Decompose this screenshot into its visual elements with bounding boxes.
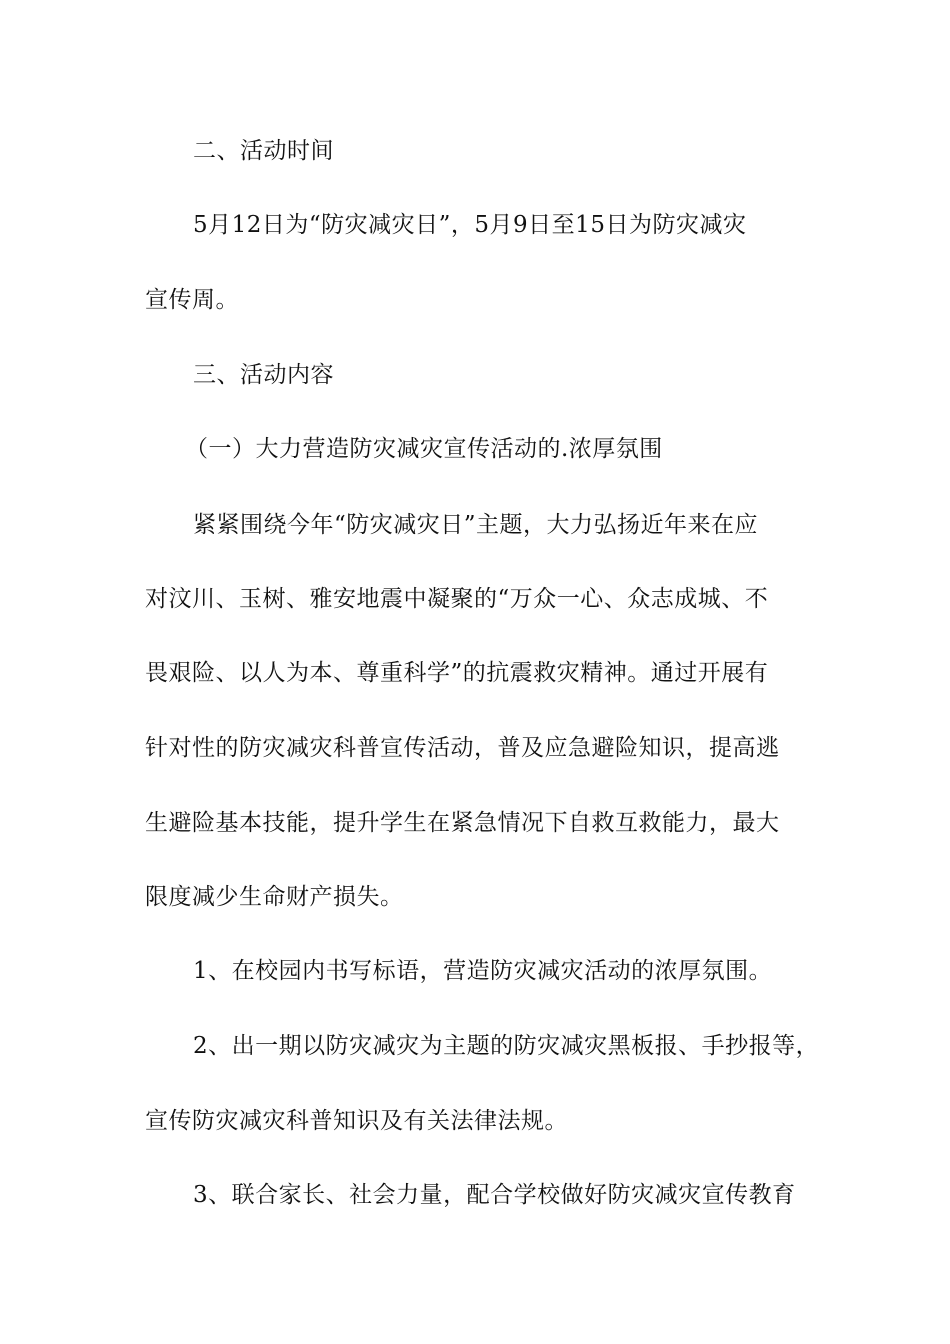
paragraph-line: 生避险基本技能，提升学生在紧急情况下自救互救能力，最大 xyxy=(145,810,780,836)
paragraph-line: 宣传防灾减灾科普知识及有关法律法规。 xyxy=(145,1108,568,1134)
subsection-heading: （一）大力营造防灾减灾宣传活动的.浓厚氛围 xyxy=(185,436,663,462)
list-item: 1、在校园内书写标语，营造防灾减灾活动的浓厚氛围。 xyxy=(193,958,773,984)
list-item: 2、出一期以防灾减灾为主题的防灾减灾黑板报、手抄报等， xyxy=(193,1033,820,1059)
section-heading-activity-content: 三、活动内容 xyxy=(193,362,334,388)
section-heading-activity-time: 二、活动时间 xyxy=(193,138,334,164)
paragraph-line: 限度减少生命财产损失。 xyxy=(145,884,404,910)
paragraph-line: 紧紧围绕今年“防灾减灾日”主题，大力弘扬近年来在应 xyxy=(193,512,759,538)
paragraph-line: 宣传周。 xyxy=(145,287,239,313)
list-item: 3、联合家长、社会力量，配合学校做好防灾减灾宣传教育 xyxy=(193,1182,796,1208)
paragraph-line: 畏艰险、以人为本、尊重科学”的抗震救灾精神。通过开展有 xyxy=(145,660,769,686)
paragraph-line: 对汶川、玉树、雅安地震中凝聚的“万众一心、众志成城、不 xyxy=(145,586,769,612)
paragraph-line: 5月12日为“防灾减灾日”，5月9日至15日为防灾减灾 xyxy=(193,212,747,238)
paragraph-line: 针对性的防灾减灾科普宣传活动，普及应急避险知识，提高逃 xyxy=(145,735,780,761)
